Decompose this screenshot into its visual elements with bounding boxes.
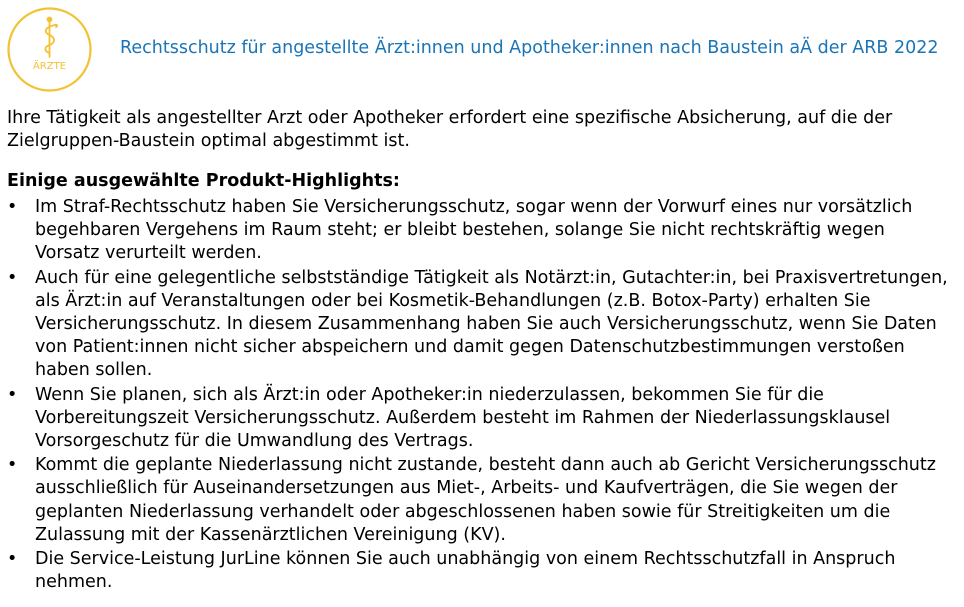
highlights-heading: Einige ausgewählte Produkt-Highlights: (7, 171, 400, 191)
list-item-text: Die Service-Leistung JurLine können Sie auch unabhängig von einem Rechtsschutzfall in Anspruch nehmen. (35, 549, 896, 593)
list-item-text: Auch für eine gelegentliche selbstständige Tätigkeit als Notärzt:in, Gutachter:in, bei Praxisvertretungen, als Ärzt:in auf Veranstaltungen oder bei Kosmetik-Behandlungen (z.B. Botox-Party) erhalten Sie Versicherungsschutz. In diesem Zusammenhang haben Sie auch Versicherungsschutz, wenn Sie Daten von Patient:innen nicht sicher abspeichern und damit gegen Datenschutzbestimmungen verstoßen haben sollen. (35, 267, 948, 381)
list-item-text: Kommt die geplante Niederlassung nicht zustande, besteht dann auch ab Gericht Versicherungsschutz ausschließlich für Auseinandersetzungen aus Miet-, Arbeits- und Kaufverträgen, die Sie wegen der geplanten Niederlassung verhandelt oder abgeschlossenen haben sowie für Streitigkeiten um die Zulassung mit der Kassenärztlichen Vereinigung (KV). (35, 455, 936, 545)
aerzte-badge (5, 5, 94, 94)
badge-label: ÄRZTE (32, 61, 67, 72)
document-header (0, 0, 964, 95)
list-item (0, 196, 953, 266)
intro-paragraph: Ihre Tätigkeit als angestellter Arzt oder Apotheker erfordert eine spezifische Absicherung, auf die der Zielgruppen-Baustein optimal abgestimmt ist. (7, 108, 893, 151)
caduceus-icon (5, 5, 94, 94)
highlights-list (0, 196, 964, 595)
bullet-icon: • (7, 267, 18, 288)
bullet-icon: • (7, 455, 18, 476)
list-item (0, 454, 953, 547)
bullet-icon: • (7, 549, 18, 570)
list-item (0, 267, 953, 383)
bullet-icon: • (7, 197, 18, 217)
list-item (0, 384, 953, 454)
list-item (0, 548, 953, 594)
list-item-text: Wenn Sie planen, sich als Ärzt:in oder Apotheker:in niederzulassen, bekommen Sie für die Vorbereitungszeit Versicherungsschutz. Außerdem besteht im Rahmen der Niederlassungsklausel Vorsorgeschutz für die Umwandlung des Vertrags. (35, 384, 891, 452)
list-item-text: Im Straf-Rechtsschutz haben Sie Versicherungsschutz, sogar wenn der Vorwurf eines nur vorsätzlich begehbaren Vergehens im Raum steht; er bleibt bestehen, solange Sie nicht rechtskräftig wegen Vorsatz verurteilt werden. (35, 197, 913, 264)
bullet-icon: • (7, 384, 18, 405)
page-title: Rechtsschutz für angestellte Ärzt:innen und Apotheker:innen nach Baustein aÄ der ARB 2022 (120, 38, 939, 58)
